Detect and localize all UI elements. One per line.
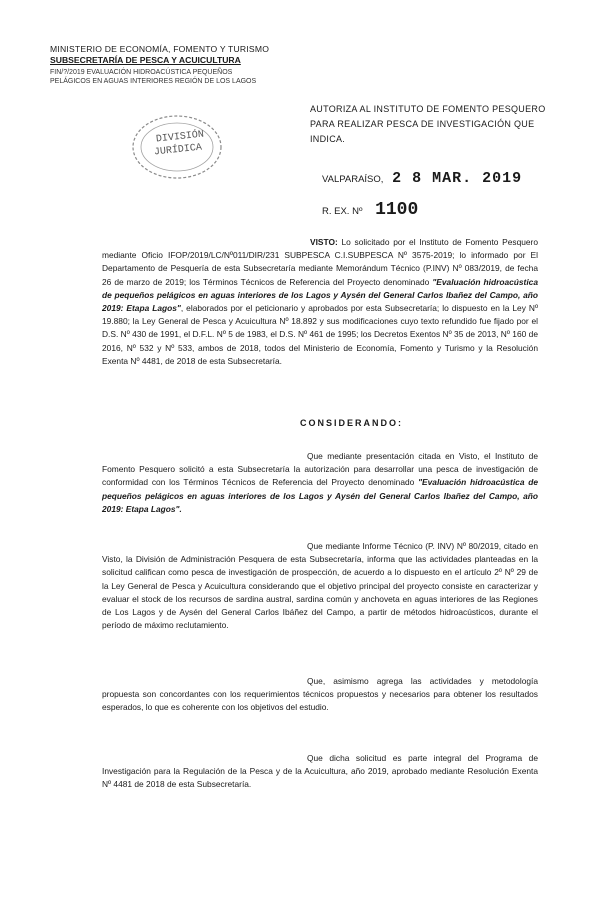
considerando-heading: CONSIDERANDO:: [300, 418, 404, 428]
resolution-number-line: [322, 200, 418, 220]
visto-text-a: Lo solicitado por el Instituto de Fomento Pesquero mediante Oficio IFOP/2019/LC/Nº011/DIR/231 SUBPESCA C.I.SUBPESCA Nº 3575-2019; lo informado por El Departamento de Pesquería de esta Subsecretaría mediante Memorándum Técnico (P.INV) Nº 083/2019, de fecha 26 de marzo de 2019; los Términos Técnicos de Referencia del Proyecto denominado: [102, 237, 539, 287]
resolution-number: 1100: [375, 200, 419, 220]
division-juridica-stamp: [128, 112, 226, 182]
considerando-p1-project: "Evaluación hidroacústica de pequeños pelágicos en aguas interiores de los Lagos y Aysén del General Carlos Ibañez del Campo, año 2019: Etapa Lagos".: [102, 477, 538, 514]
considerando-paragraph-1: [102, 450, 538, 516]
letterhead: [50, 44, 290, 86]
resolution-subject: AUTORIZA AL INSTITUTO DE FOMENTO PESQUERO PARA REALIZAR PESCA DE INVESTIGACIÓN QUE INDICA.: [310, 104, 546, 144]
considerando-p1-text: Que mediante presentación citada en Visto, el Instituto de Fomento Pesquero solicitó a esta Subsecretaría la autorización para desarrollar una pesca de investigación de conformidad con los Términos Técnicos de Referencia del Proyecto denominado: [102, 451, 538, 488]
visto-text-b: , elaborados por el peticionario y aprobados por esta Subsecretaría; lo dispuesto en la Ley Nº 19.880; la Ley General de Pesca y Acuicultura Nº 18.892 y sus modificaciones cuyo texto refundido fue fijado por el D.S. Nº 430 de 1991, el D.F.L. Nº 5 de 1983, el D.S. Nº 461 de 1995; los Decretos Exentos Nº 35 de 2013, Nº 160 de 2016, Nº 532 y Nº 533, ambos de 2018, todos del Ministerio de Economía, Fomento y Turismo y la Resolución Exenta Nº 4481, de 2018 de esta Subsecretaría.: [102, 303, 539, 366]
considerando-paragraph-4: [102, 752, 538, 792]
considerando-paragraph-3: [102, 675, 538, 715]
date-line: [322, 170, 522, 187]
visto-project-title: "Evaluación hidroacústica de pequeños pelágicos en aguas interiores de los Lagos y Aysén del General Carlos Ibañez del Campo, año 2019: Etapa Lagos": [102, 276, 538, 314]
considerando-p4-text: Que dicha solicitud es parte integral del Programa de Investigación para la Regulación de la Pesca y de la Acuicultura, año 2019, aprobado mediante Resolución Exenta Nº 4481 de 2018 de esta Subsecretaría.: [102, 753, 538, 790]
stamp-line1: DIVISIÓN: [155, 129, 205, 146]
file-reference-line1: FIN/?/2019 EVALUACIÓN HIDROACÚSTICA PEQUEÑOS: [50, 69, 233, 76]
date-stamp: 2 8 MAR. 2019: [392, 170, 523, 187]
file-reference: [50, 68, 290, 86]
visto-paragraph: [102, 236, 538, 368]
considerando-paragraph-2: [102, 540, 538, 632]
subsecretaria-name: SUBSECRETARÍA DE PESCA Y ACUICULTURA: [50, 55, 241, 65]
stamp-line2: JURÍDICA: [153, 142, 203, 159]
resolution-label: R. EX. Nº: [322, 206, 363, 217]
ministry-name: MINISTERIO DE ECONOMÍA, FOMENTO Y TURISMO: [50, 44, 270, 54]
visto-label: VISTO:: [310, 237, 338, 247]
considerando-p2-text: Que mediante Informe Técnico (P. INV) Nº 80/2019, citado en Visto, la División de Administración Pesquera de esta Subsecretaría, informa que las actividades planteadas en la solicitud califican como pesca de investigación de prospección, de acuerdo a lo dispuesto en el artículo 2º Nº 29 de la Ley General de Pesca y Acuicultura considerando que el objetivo principal del proyecto consiste en caracterizar y evaluar el stock de los recursos de sardina austral, sardina común y anchoveta en aguas interiores de las Regiones de Los Lagos y de Aysén del General Carlos Ibáñez del Campo, a partir de métodos hidroacústicos, durante el período de máximo reclutamiento.: [102, 541, 538, 631]
date-label: VALPARAÍSO,: [322, 174, 384, 185]
considerando-p3-text: Que, asimismo agrega las actividades y metodología propuesta son concordantes con los requerimientos técnicos propuestos y necesarios para obtener los resultados esperados, lo que es coherente con los objetivos del estudio.: [102, 676, 538, 713]
file-reference-line2: PELÁGICOS EN AGUAS INTERIORES REGIÓN DE LOS LAGOS: [50, 78, 257, 85]
